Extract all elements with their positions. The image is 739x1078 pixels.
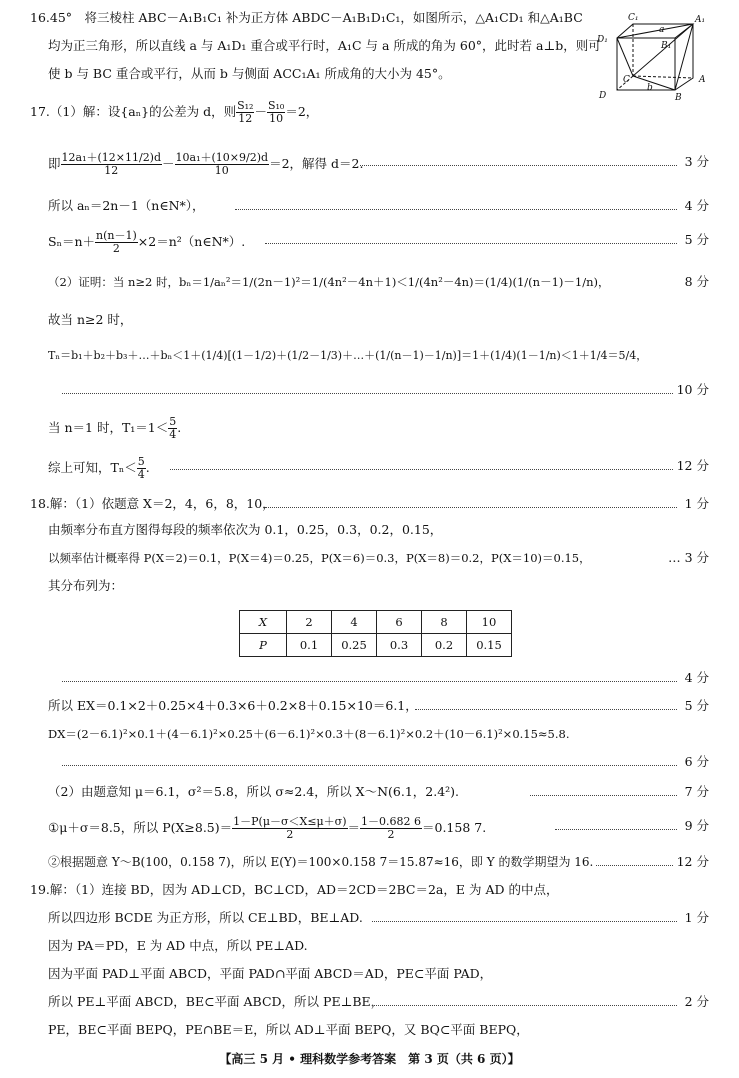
label-d: D — [599, 91, 607, 100]
q16-text-2: 均为正三角形，所以直线 a 与 A₁D₁ 重合或平行时，A₁C 与 a 所成的角为 60°，此时若 a⊥b，则可 — [48, 38, 601, 53]
q19-text-1: 19.解：（1）连接 BD，因为 AD⊥CD，BC⊥CD，AD＝2CD＝2BC＝2a，E 为 AD 的中点， — [30, 882, 559, 897]
label-b1: B₁ — [661, 41, 672, 51]
table-cell: 0.25 — [332, 634, 377, 657]
label-c1: C₁ — [628, 13, 639, 23]
q18-text-8: ①μ＋σ＝8.5，所以 P(X≥8.5)＝ $\frac{1-P(\mu-\sigma<X\le\mu+\sigma)}{2}$ ＝ $\frac{1-0.682 6}{2}$ ＝0.158 7. — [48, 815, 487, 841]
table-cell: P — [240, 634, 287, 657]
table-cell: 0.1 — [287, 634, 332, 657]
q18-table-score-line — [0, 668, 739, 688]
q17-line-8 — [0, 380, 739, 400]
q18-line-6 — [0, 724, 739, 744]
q19-line-3 — [0, 936, 739, 956]
q18-line-1 — [0, 494, 739, 514]
score-q17-12: 12 分 — [676, 458, 709, 473]
q16-line-2 — [0, 36, 739, 56]
q17-line-10 — [0, 455, 739, 481]
q18-text-1: 18.解：（1）依题意 X＝2，4，6，8，10， — [30, 496, 275, 511]
table-cell: 8 — [422, 611, 467, 634]
q17-line-9 — [0, 415, 739, 441]
q18-line-3 — [0, 548, 739, 568]
q19-text-6: PE，BE⊂平面 BEPQ，PE∩BE＝E，所以 AD⊥平面 BEPQ，又 BQ⊂平面 BEPQ， — [48, 1022, 529, 1037]
score-q18-6: 6 分 — [684, 754, 709, 769]
q16-line-1 — [0, 8, 739, 28]
q19-line-6 — [0, 1020, 739, 1040]
label-a1: A₁ — [695, 15, 706, 25]
q19-line-4 — [0, 964, 739, 984]
table-row — [240, 634, 512, 657]
q18-line-8 — [0, 815, 739, 841]
q18-text-7: （2）由题意知 μ＝6.1，σ²＝5.8，所以 σ≈2.4，所以 X～N(6.1，2.4²). — [48, 784, 460, 799]
q17-line-4 — [0, 229, 739, 255]
page-footer: 【高三 5 月 • 理科数学参考答案 第 3 页（共 6 页）】 — [219, 1052, 520, 1066]
q16-line-3 — [0, 64, 739, 84]
q16-text-1: 16.45° 将三棱柱 ABC－A₁B₁C₁ 补为正方体 ABDC－A₁B₁D₁C₁，如图所示，△A₁CD₁ 和△A₁BC — [30, 10, 583, 25]
table-cell: 10 — [467, 611, 512, 634]
score-q19-1: 1 分 — [684, 910, 709, 925]
q19-text-3: 因为 PA＝PD，E 为 AD 中点，所以 PE⊥AD. — [48, 938, 308, 953]
score-q18-7: 7 分 — [684, 784, 709, 799]
distribution-table — [239, 610, 512, 657]
q19-line-1 — [0, 880, 739, 900]
q17-text-7: Tₙ＝b₁＋b₂＋b₃＋…＋bₙ＜1＋(1/4)[(1－1/2)＋(1/2－1/3)＋…＋(1/(n－1)－1/n)]＝1＋(1/4)(1－1/n)＜1＋1/4＝5/4， — [48, 349, 648, 362]
q19-text-4: 因为平面 PAD⊥平面 ABCD，平面 PAD∩平面 ABCD＝AD，PE⊂平面 PAD， — [48, 966, 493, 981]
q17-text-3: 所以 aₙ＝2n－1（n∈N*）， — [48, 198, 205, 213]
q18-line-5 — [0, 696, 739, 716]
score-q18-12: 12 分 — [676, 854, 709, 869]
q18-line-7 — [0, 782, 739, 802]
label-c: C — [623, 75, 630, 85]
q17-line-1 — [0, 99, 739, 125]
q17-text-2: 即 $\frac{\text{12a₁＋(12×11/2)d}}{12}$ － $\frac{\text{10a₁＋(10×9/2)d}}{10}$ ＝2，解得 d＝2. — [48, 151, 364, 177]
q19-line-2 — [0, 908, 739, 928]
q17-text-9: 当 n＝1 时，T₁＝1＜ $\frac{5}{4}$ . — [48, 415, 182, 441]
table-cell: X — [240, 611, 287, 634]
q17-line-6 — [0, 310, 739, 330]
score-q17-3: 3 分 — [684, 154, 709, 169]
score-q18-4: 4 分 — [684, 670, 709, 685]
score-q18-3: … 3 分 — [668, 550, 709, 565]
q17-text-1: 17.（1）解：设{aₙ}的公差为 d，则 $\frac{\text{S₁₂}}{12}$ － $\frac{\text{S₁₀}}{10}$ ＝2， — [30, 99, 319, 125]
label-a-bottom: A — [699, 75, 706, 85]
q18-text-9: ②根据题意 Y～B(100，0.158 7)，所以 E(Y)＝100×0.158 7＝15.87≈16，即 Y 的数学期望为 16. — [48, 855, 594, 869]
score-q18-9: 9 分 — [684, 818, 709, 833]
table-cell: 0.2 — [422, 634, 467, 657]
score-q17-4: 4 分 — [684, 198, 709, 213]
q19-text-2: 所以四边形 BCDE 为正方形，所以 CE⊥BD，BE⊥AD. — [48, 910, 363, 925]
score-q18-1: 1 分 — [684, 496, 709, 511]
q17-text-5: （2）证明：当 n≥2 时，bₙ＝1/aₙ²＝1/(2n－1)²＝1/(4n²－4n＋1)＜1/(4n²－4n)＝(1/4)(1/(n－1)－1/n)， — [48, 275, 610, 289]
table-cell: 0.3 — [377, 634, 422, 657]
q18-line-6-score — [0, 752, 739, 772]
q18-line-9 — [0, 852, 739, 872]
score-q17-5: 5 分 — [684, 232, 709, 247]
q17-line-3 — [0, 196, 739, 216]
q18-line-2 — [0, 520, 739, 540]
q16-text-3: 使 b 与 BC 重合或平行，从而 b 与侧面 ACC₁A₁ 所成角的大小为 45°。 — [48, 66, 451, 81]
q18-text-6: DX＝(2－6.1)²×0.1＋(4－6.1)²×0.25＋(6－6.1)²×0.3＋(8－6.1)²×0.2＋(10－6.1)²×0.15≈5.8. — [48, 727, 570, 741]
label-d1: D₁ — [597, 35, 608, 45]
label-a: a — [659, 25, 665, 35]
q17-text-10: 综上可知，Tₙ＜ $\frac{5}{4}$ . — [48, 455, 150, 481]
q18-text-4: 其分布列为： — [48, 578, 124, 593]
table-cell: 0.15 — [467, 634, 512, 657]
table-cell: 2 — [287, 611, 332, 634]
q17-text-4: Sₙ＝n＋ $\frac{n(n-1)}{2}$ ×2＝n²（n∈N*）. — [48, 229, 246, 255]
score-q18-5: 5 分 — [684, 698, 709, 713]
q18-text-5: 所以 EX＝0.1×2＋0.25×4＋0.3×6＋0.2×8＋0.15×10＝6.1， — [48, 698, 418, 713]
table-cell: 6 — [377, 611, 422, 634]
table-cell: 4 — [332, 611, 377, 634]
table-row — [240, 611, 512, 634]
q18-text-3: 以频率估计概率得 P(X＝2)＝0.1，P(X＝4)＝0.25，P(X＝6)＝0.3，P(X＝8)＝0.2，P(X＝10)＝0.15， — [48, 551, 591, 565]
score-q17-8: 8 分 — [684, 274, 709, 289]
score-q19-2: 2 分 — [684, 994, 709, 1009]
q17-text-6: 故当 n≥2 时， — [48, 312, 133, 327]
q19-text-5: 所以 PE⊥平面 ABCD，BE⊂平面 ABCD，所以 PE⊥BE， — [48, 994, 384, 1009]
q17-line-7 — [0, 346, 739, 366]
q17-line-5 — [0, 272, 739, 292]
label-b-lower: b — [647, 83, 653, 93]
label-b: B — [675, 93, 682, 100]
q18-line-4 — [0, 576, 739, 596]
q19-line-5 — [0, 992, 739, 1012]
q17-line-2 — [0, 151, 739, 177]
q18-text-2: 由频率分布直方图得每段的频率依次为 0.1，0.25，0.3，0.2，0.15， — [48, 522, 443, 537]
score-q17-10: 10 分 — [676, 382, 709, 397]
